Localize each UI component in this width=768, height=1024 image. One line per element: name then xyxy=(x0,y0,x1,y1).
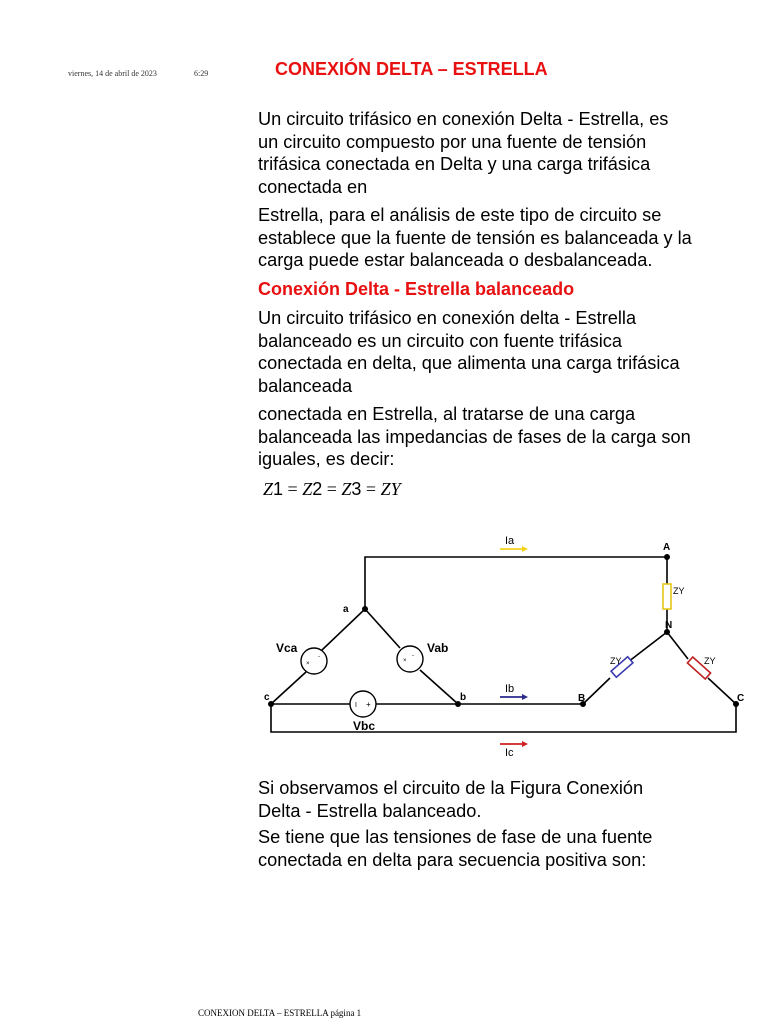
label-node-A: A xyxy=(663,542,671,553)
time-stamp: 6:29 xyxy=(194,69,209,78)
label-node-a: a xyxy=(343,604,349,615)
wire-a-to-A xyxy=(365,557,667,609)
ia-arrow-head xyxy=(522,546,528,552)
label-zy-top: ZY xyxy=(673,586,685,596)
eq-equals-1: = xyxy=(283,479,303,499)
vab-polarity-plus: ‑ xyxy=(412,653,414,659)
star-arm-N-right-lower xyxy=(708,678,736,704)
eq-z2-index: 2 xyxy=(312,479,323,499)
text-line: Estrella, para el análisis de este tipo de circuito se xyxy=(258,205,662,225)
vab-source-circle xyxy=(397,646,423,672)
label-vca: Vca xyxy=(276,641,298,655)
text-line: Si observamos el circuito de la Figura Conexión xyxy=(258,778,644,798)
text-line: balanceada xyxy=(258,375,353,396)
eq-z3-index: 3 xyxy=(351,479,362,499)
star-arm-N-right-upper xyxy=(667,632,688,659)
label-node-N: N xyxy=(665,620,673,631)
text-line: conectada en Estrella, al tratarse de una carga xyxy=(258,404,636,424)
label-zy-left: ZY xyxy=(610,656,622,666)
paragraph-2 xyxy=(258,204,768,272)
vbc-polarity-minus: I xyxy=(355,702,357,709)
text-line: balanceado es un circuito con fuente trifásica xyxy=(258,330,622,351)
text-line: conectada en xyxy=(258,176,368,197)
text-line: conectada en delta, que alimenta una carga trifásica xyxy=(258,353,680,374)
label-node-B: B xyxy=(578,693,586,704)
impedance-zy-top xyxy=(663,584,671,609)
text-line: iguales, es decir: xyxy=(258,449,395,470)
label-node-c: c xyxy=(264,692,270,703)
star-arm-N-left-lower xyxy=(583,678,610,704)
ib-arrow-head xyxy=(522,694,528,700)
paragraph-6 xyxy=(258,826,768,871)
delta-side-ab-upper xyxy=(365,609,400,648)
section-heading: Conexión Delta - Estrella balanceado xyxy=(258,279,575,299)
eq-equals-2: = xyxy=(322,479,342,499)
text-line: Delta - Estrella balanceado. xyxy=(258,800,482,821)
delta-side-ca-lower xyxy=(271,672,306,704)
star-arm-N-left-upper xyxy=(628,632,667,662)
eq-z3-symbol: Z xyxy=(341,479,352,499)
delta-side-ca-upper xyxy=(322,609,365,650)
label-ia: Ia xyxy=(505,535,515,547)
node-dot-a xyxy=(362,606,368,612)
vbc-polarity-plus: + xyxy=(366,700,371,709)
source-vca xyxy=(301,648,327,674)
text-line: Se tiene que las tensiones de fase de una fuente xyxy=(258,827,653,847)
page-title: CONEXIÓN DELTA – ESTRELLA xyxy=(275,59,548,79)
label-vbc: Vbc xyxy=(353,719,376,733)
paragraph-1 xyxy=(258,108,768,198)
label-vab: Vab xyxy=(427,641,449,655)
eq-zy-index: Y xyxy=(390,479,401,499)
label-ib: Ib xyxy=(505,683,515,695)
text-line: Un circuito trifásico en conexión Delta - Estrella, es xyxy=(258,109,669,129)
text-line: balanceada las impedancias de fases de la carga son xyxy=(258,426,691,447)
vbc-source-circle xyxy=(350,691,376,717)
eq-equals-3: = xyxy=(361,479,381,499)
vab-polarity-minus: × xyxy=(403,658,407,664)
paragraph-4 xyxy=(258,403,768,471)
text-line: establece que la fuente de tensión es balanceada y la xyxy=(258,227,692,248)
text-line: carga puede estar balanceada o desbalanceada. xyxy=(258,250,653,271)
eq-z2-symbol: Z xyxy=(302,479,313,499)
paragraph-3 xyxy=(258,307,768,397)
delta-star-circuit-diagram xyxy=(260,532,750,764)
text-line: un circuito compuesto por una fuente de tensión xyxy=(258,131,647,152)
node-dot-A xyxy=(664,554,670,560)
label-node-b: b xyxy=(460,692,467,703)
source-vab xyxy=(397,646,423,672)
impedance-equation xyxy=(263,479,401,500)
eq-z1-symbol: Z xyxy=(263,479,274,499)
eq-z1-index: 1 xyxy=(273,479,284,499)
eq-zy-symbol: Z xyxy=(380,479,391,499)
wire-c-to-C xyxy=(271,704,736,732)
paragraph-5 xyxy=(258,777,768,822)
text-line: Un circuito trifásico en conexión delta - Estrella xyxy=(258,308,637,328)
page-footer: CONEXION DELTA – ESTRELLA página 1 xyxy=(198,1008,362,1018)
delta-side-ab-lower xyxy=(420,670,458,704)
date-stamp: viernes, 14 de abril de 2023 xyxy=(68,69,157,78)
label-node-C: C xyxy=(737,693,745,704)
source-vbc xyxy=(350,691,376,717)
vca-source-circle xyxy=(301,648,327,674)
vca-polarity-minus: × xyxy=(306,661,310,667)
text-line: conectada en delta para secuencia positiva son: xyxy=(258,849,647,870)
vca-polarity-plus: ‑ xyxy=(318,654,320,660)
text-line: trifásica conectada en Delta y una carga trifásica xyxy=(258,154,651,175)
ic-arrow-head xyxy=(522,741,528,747)
label-zy-right: ZY xyxy=(704,656,716,666)
label-ic: Ic xyxy=(505,747,514,759)
